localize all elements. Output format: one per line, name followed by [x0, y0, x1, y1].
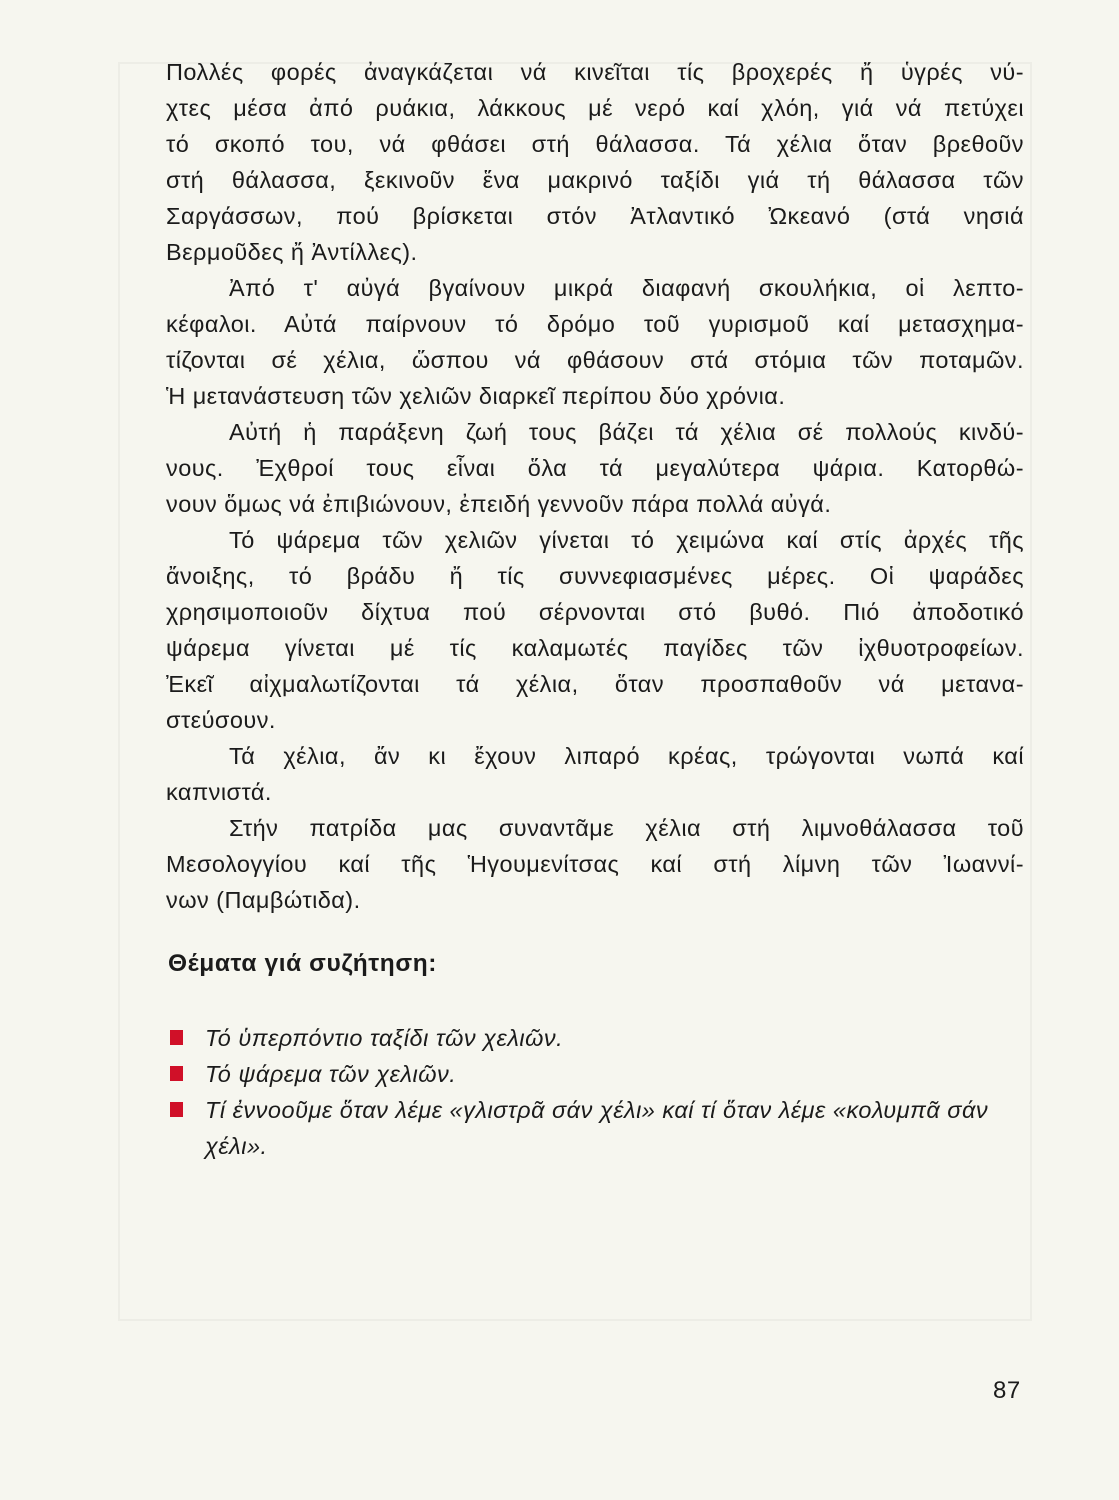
text-line: Αὐτή ἡ παράξενη ζωή τους βάζει τά χέλια σέ πολλούς κινδύ- — [229, 419, 1024, 445]
text-line: Ἐκεῖ αἰχμαλωτίζονται τά χέλια, ὅταν προσπαθοῦν νά μετανα- — [166, 671, 1024, 697]
paragraph-4 — [166, 522, 1024, 738]
text-line: ψάρεμα γίνεται μέ τίς καλαμωτές παγίδες τῶν ἰχθυοτροφείων. — [166, 635, 1024, 661]
text-line: Τό ψάρεμα τῶν χελιῶν γίνεται τό χειμώνα καί στίς ἀρχές τῆς — [229, 527, 1024, 553]
discussion-topic — [168, 1092, 1024, 1164]
page-body — [166, 54, 1024, 918]
text-line: Ἡ μετανάστευση τῶν χελιῶν διαρκεῖ περίπου δύο χρόνια. — [166, 383, 786, 409]
text-line: καπνιστά. — [166, 779, 272, 805]
discussion-topic — [168, 1020, 1024, 1056]
text-line: στεύσουν. — [166, 707, 276, 733]
text-line: Βερμοῦδες ἤ Ἀντίλλες). — [166, 239, 418, 265]
page-number: 87 — [993, 1377, 1021, 1404]
text-line: νους. Ἐχθροί τους εἶναι ὅλα τά μεγαλύτερα ψάρια. Κατορθώ- — [166, 455, 1024, 481]
text-line: Μεσολογγίου καί τῆς Ἡγουμενίτσας καί στή λίμνη τῶν Ἰωαννί- — [166, 851, 1024, 877]
red-square-bullet-icon — [170, 1102, 183, 1117]
topic-text: Τό ψάρεμα τῶν χελιῶν. — [205, 1061, 457, 1087]
discussion-topics — [168, 1020, 1024, 1164]
paragraph-6 — [166, 810, 1024, 918]
text-line: Ἀπό τ' αὐγά βγαίνουν μικρά διαφανή σκουλήκια, οἱ λεπτο- — [229, 275, 1024, 301]
text-line: Σαργάσσων, πού βρίσκεται στόν Ἀτλαντικό Ὠκεανό (στά νησιά — [166, 203, 1024, 229]
text-line: τίζονται σέ χέλια, ὥσπου νά φθάσουν στά στόμια τῶν ποταμῶν. — [166, 347, 1024, 373]
text-line: Πολλές φορές ἀναγκάζεται νά κινεῖται τίς βροχερές ἤ ὑγρές νύ- — [166, 59, 1024, 85]
red-square-bullet-icon — [170, 1066, 183, 1081]
text-line: τό σκοπό του, νά φθάσει στή θάλασσα. Τά χέλια ὅταν βρεθοῦν — [166, 131, 1024, 157]
discussion-heading: Θέματα γιά συζήτηση: — [168, 950, 438, 977]
text-line: ἄνοιξης, τό βράδυ ἤ τίς συννεφιασμένες μέρες. Οἱ ψαράδες — [166, 563, 1024, 589]
discussion-topic — [168, 1056, 1024, 1092]
topic-text: Τό ὑπερπόντιο ταξίδι τῶν χελιῶν. — [205, 1025, 564, 1051]
text-line: Στήν πατρίδα μας συναντᾶμε χέλια στή λιμνοθάλασσα τοῦ — [229, 815, 1024, 841]
paragraph-1 — [166, 54, 1024, 270]
text-line: χτες μέσα ἀπό ρυάκια, λάκκους μέ νερό καί χλόη, γιά νά πετύχει — [166, 95, 1024, 121]
text-line: Τά χέλια, ἄν κι ἔχουν λιπαρό κρέας, τρώγονται νωπά καί — [229, 743, 1024, 769]
text-line: νουν ὅμως νά ἐπιβιώνουν, ἐπειδή γεννοῦν πάρα πολλά αὐγά. — [166, 491, 832, 517]
paragraph-2 — [166, 270, 1024, 414]
text-line: νων (Παμβώτιδα). — [166, 887, 361, 913]
red-square-bullet-icon — [170, 1030, 183, 1045]
paragraph-3 — [166, 414, 1024, 522]
text-line: χρησιμοποιοῦν δίχτυα πού σέρνονται στό βυθό. Πιό ἀποδοτικό — [166, 599, 1024, 625]
topic-text: Τί ἐννοοῦμε ὅταν λέμε «γλιστρᾶ σάν χέλι» καί τί ὅταν λέμε «κολυμπᾶ σάν χέλι». — [205, 1097, 989, 1159]
text-line: στή θάλασσα, ξεκινοῦν ἕνα μακρινό ταξίδι γιά τή θάλασσα τῶν — [166, 167, 1024, 193]
text-line: κέφαλοι. Αὐτά παίρνουν τό δρόμο τοῦ γυρισμοῦ καί μετασχημα- — [166, 311, 1024, 337]
paragraph-5 — [166, 738, 1024, 810]
